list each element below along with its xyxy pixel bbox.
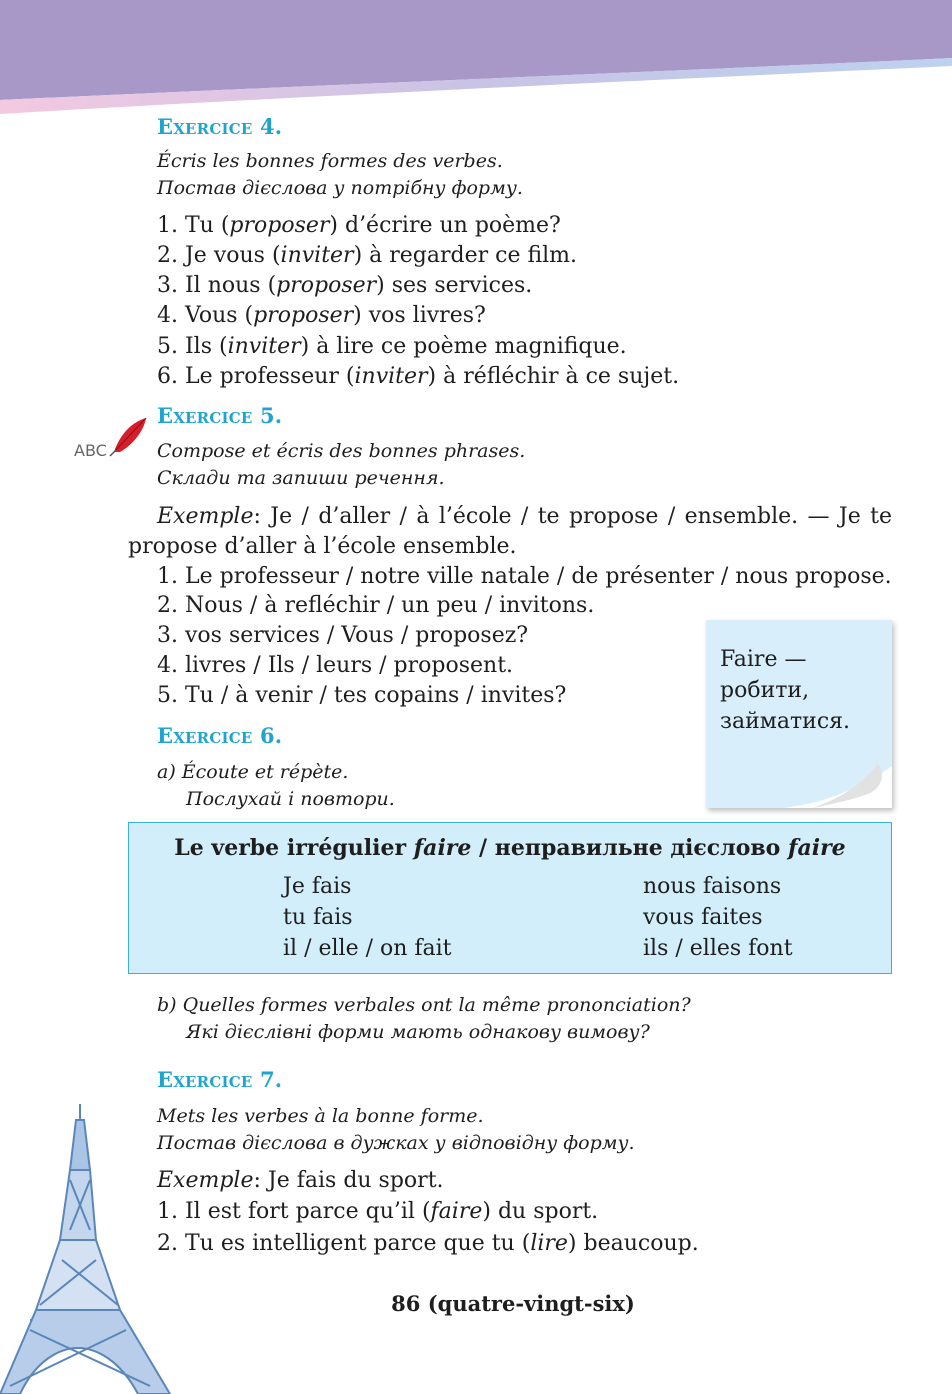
exercise-6-part-b: b) Quelles formes verbales ont la même prononciation? Які дієслівні форми мають однакову вимову?: [157, 994, 691, 1043]
conjugation-right-column: nous faisons vous faites ils / elles font: [643, 874, 793, 961]
page-number: 86 (quatre-vingt-six): [391, 1291, 635, 1316]
exercise-4-item-1: 1. Tu (proposer) d’écrire un poème?: [157, 213, 561, 238]
exercise-5-item-2: 2. Nous / à refléchir / un peu / invitons.: [157, 593, 595, 618]
exercise-5-title: Exercice 5.: [157, 403, 283, 428]
eiffel-tower-icon: [0, 1100, 200, 1394]
exercise-7-title: Exercice 7.: [157, 1067, 283, 1092]
exercise-6-title: Exercice 6.: [157, 723, 283, 748]
exercise-4-item-3: 3. Il nous (proposer) ses services.: [157, 273, 533, 298]
exercise-4-title: Exercice 4.: [157, 114, 283, 139]
exercise-4-item-5: 5. Ils (inviter) à lire ce poème magnifique.: [157, 334, 627, 359]
exercise-4-item-6: 6. Le professeur (inviter) à réfléchir à ce sujet.: [157, 364, 680, 389]
exercise-7-item-1: 1. Il est fort parce qu’il (faire) du sport.: [157, 1199, 599, 1224]
top-banner: [0, 0, 952, 120]
exercise-5-example: Exemple: Je / d’aller / à l’école / te propose / ensemble. — Je te propose d’aller à l’école ensemble.: [128, 504, 892, 559]
exercise-5-instruction: Compose et écris des bonnes phrases. Склади та запиши речення.: [157, 440, 526, 489]
exercise-7-example: Exemple: Je fais du sport.: [157, 1168, 444, 1193]
exercise-5-item-5: 5. Tu / à venir / tes copains / invites?: [157, 683, 567, 708]
exercise-4-item-4: 4. Vous (proposer) vos livres?: [157, 303, 486, 328]
exercise-7-item-2: 2. Tu es intelligent parce que tu (lire) beaucoup.: [157, 1231, 699, 1256]
conjugation-left-column: Je fais tu fais il / elle / on fait: [283, 874, 452, 961]
note-text: Faire — робити, займатися.: [720, 647, 851, 734]
exercise-5-item-4: 4. livres / Ils / leurs / proposent.: [157, 653, 514, 678]
page-curl-icon: [782, 748, 892, 808]
writing-feather-icon: [70, 412, 150, 462]
exercise-5-item-1: 1. Le professeur / notre ville natale / de présenter / nous propose.: [157, 564, 892, 589]
conjugation-title: Le verbe irrégulier faire / неправильне дієслово faire: [174, 835, 846, 861]
exercise-5-item-3: 3. vos services / Vous / proposez?: [157, 623, 529, 648]
exercise-6-part-a: a) Écoute et répète. Послухай і повтори.: [157, 761, 395, 810]
exercise-7-instruction: Mets les verbes à la bonne forme. Постав дієслова в дужках у відповідну форму.: [157, 1105, 635, 1154]
exercise-4-item-2: 2. Je vous (inviter) à regarder ce film.: [157, 243, 578, 268]
exercise-4-instruction: Écris les bonnes formes des verbes. Постав дієслова у потрібну форму.: [157, 150, 523, 199]
conjugation-box: [128, 822, 892, 974]
vocabulary-note: [706, 620, 892, 808]
svg-text:ABC: ABC: [74, 441, 107, 460]
